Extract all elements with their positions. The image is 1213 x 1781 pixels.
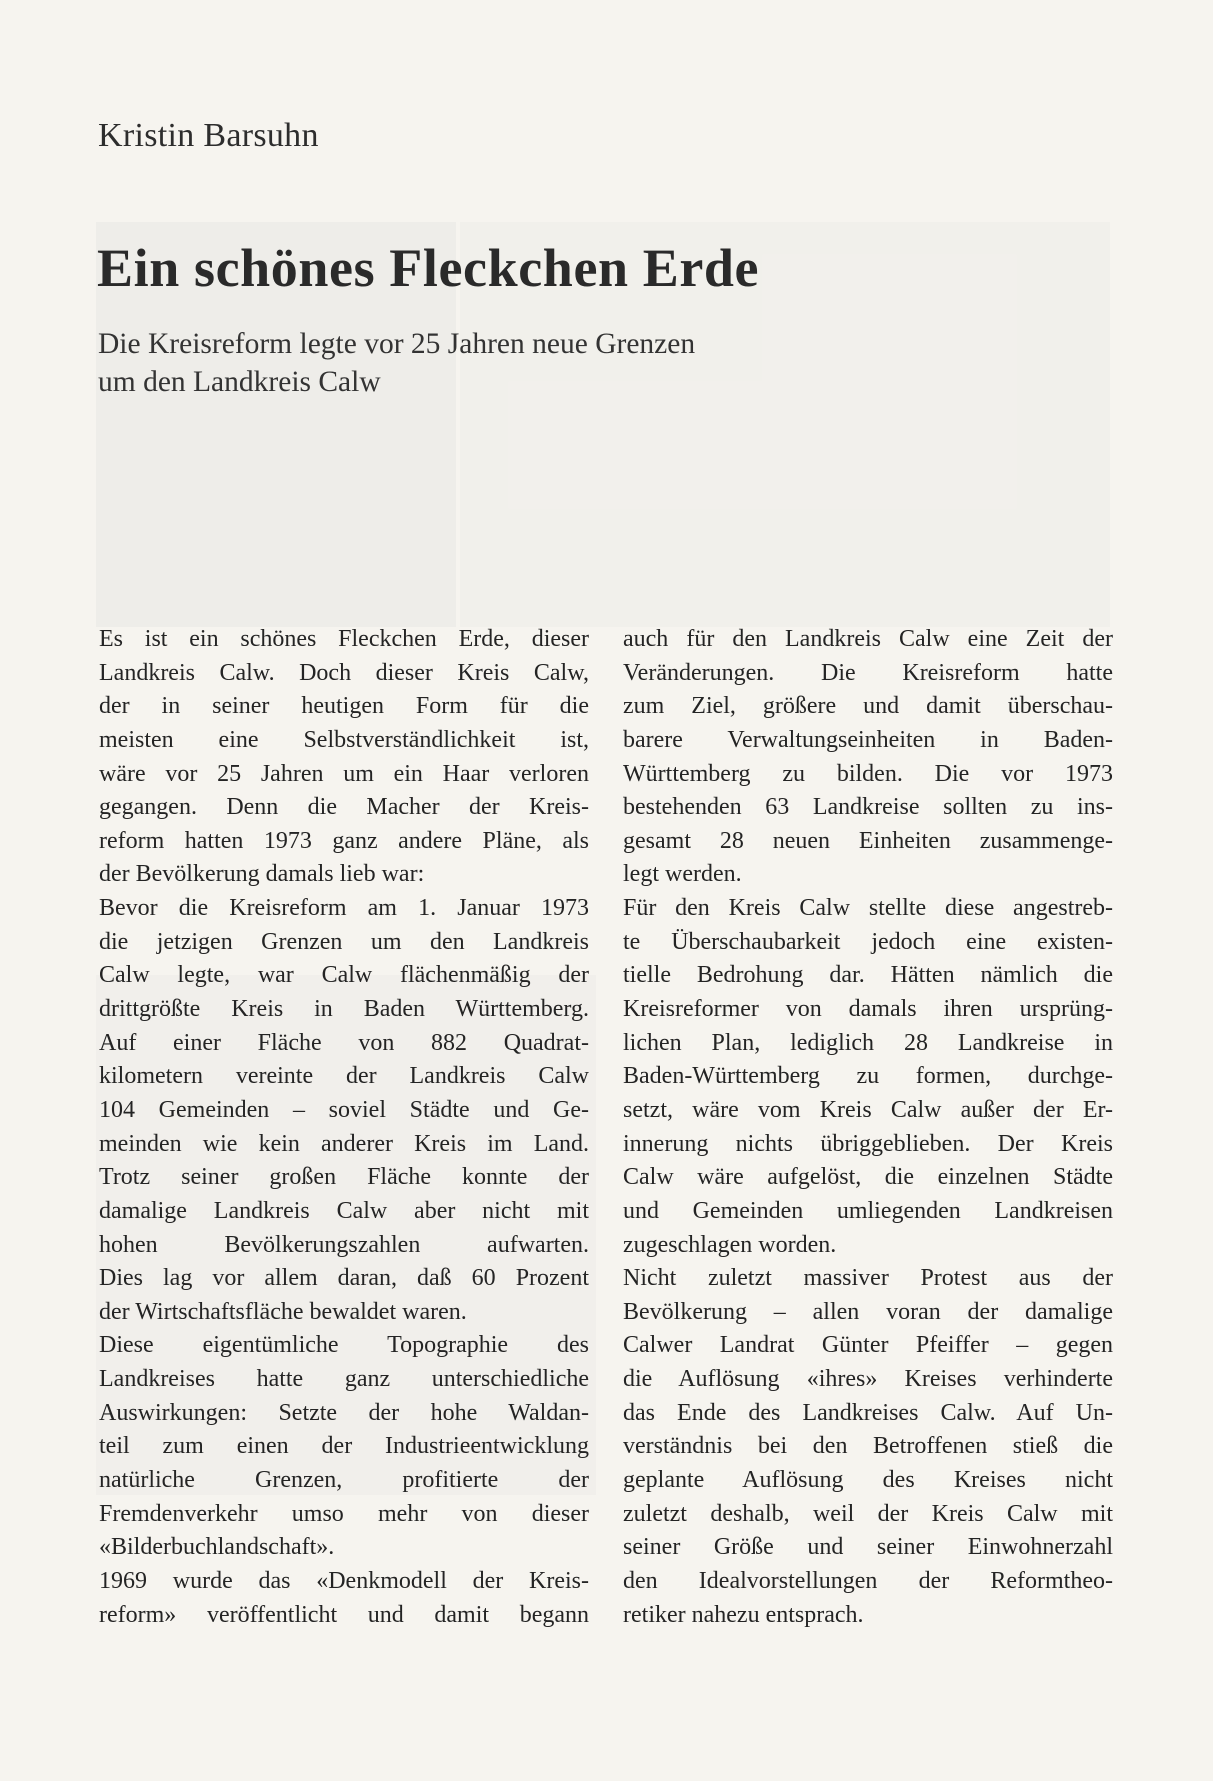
text-line: natürliche Grenzen, profitierte der (99, 1467, 589, 1494)
text-line: Calw wäre aufgelöst, die einzelnen Städte (623, 1164, 1113, 1191)
article-title: Ein schönes Fleckchen Erde (97, 238, 760, 298)
text-line: hohen Bevölkerungszahlen aufwarten. (99, 1231, 589, 1258)
text-line: reform» veröffentlicht und damit begann (99, 1601, 589, 1628)
text-line: «Bilderbuchlandschaft». (99, 1534, 335, 1561)
text-line: Calw legte, war Calw flächenmäßig der (99, 962, 589, 989)
text-line: barere Verwaltungseinheiten in Baden- (623, 726, 1113, 753)
text-line: 1969 wurde das «Denkmodell der Kreis- (99, 1567, 589, 1594)
text-line: zugeschlagen worden. (623, 1231, 837, 1258)
article-subtitle (98, 325, 858, 401)
subtitle-line: Die Kreisreform legte vor 25 Jahren neue Grenzen (98, 328, 696, 360)
text-line: die jetzigen Grenzen um den Landkreis (99, 928, 589, 955)
text-line: damalige Landkreis Calw aber nicht mit (99, 1197, 589, 1224)
text-line: Auf einer Fläche von 882 Quadrat- (99, 1029, 589, 1056)
text-line: setzt, wäre vom Kreis Calw außer der Er- (623, 1096, 1113, 1123)
text-line: Bevölkerung – allen voran der damalige (623, 1298, 1113, 1325)
text-line: das Ende des Landkreises Calw. Auf Un- (623, 1399, 1113, 1426)
text-line: innerung nichts übriggeblieben. Der Kreis (623, 1130, 1113, 1157)
left-text-column (99, 623, 589, 1632)
text-line: lichen Plan, lediglich 28 Landkreise in (623, 1029, 1113, 1056)
text-line: gegangen. Denn die Macher der Kreis- (99, 794, 589, 821)
text-line: Kreisreformer von damals ihren ursprüng- (623, 996, 1113, 1023)
text-line: 104 Gemeinden – soviel Städte und Ge- (99, 1096, 589, 1123)
text-line: bestehenden 63 Landkreise sollten zu ins- (623, 794, 1113, 821)
text-line: Bevor die Kreisreform am 1. Januar 1973 (99, 895, 589, 922)
text-line: Fremdenverkehr umso mehr von dieser (99, 1500, 589, 1527)
text-line: legt werden. (623, 861, 742, 888)
text-line: meinden wie kein anderer Kreis im Land. (99, 1130, 589, 1157)
text-line: Veränderungen. Die Kreisreform hatte (623, 659, 1113, 686)
text-line: te Überschaubarkeit jedoch eine existen- (623, 928, 1113, 955)
text-line: Württemberg zu bilden. Die vor 1973 (623, 760, 1113, 787)
text-line: den Idealvorstellungen der Reformtheo- (623, 1567, 1113, 1594)
text-line: teil zum einen der Industrieentwicklung (99, 1433, 589, 1460)
text-line: der in seiner heutigen Form für die (99, 693, 589, 720)
text-line: drittgrößte Kreis in Baden Württemberg. (99, 996, 589, 1023)
text-line: Diese eigentümliche Topographie des (99, 1332, 589, 1359)
text-line: und Gemeinden umliegenden Landkreisen (623, 1197, 1113, 1224)
text-line: Trotz seiner großen Fläche konnte der (99, 1164, 589, 1191)
text-line: Landkreis Calw. Doch dieser Kreis Calw, (99, 659, 589, 686)
text-line: verständnis bei den Betroffenen stieß die (623, 1433, 1113, 1460)
text-line: seiner Größe und seiner Einwohnerzahl (623, 1534, 1113, 1561)
author-name: Kristin Barsuhn (98, 117, 319, 154)
text-line: kilometern vereinte der Landkreis Calw (99, 1063, 589, 1090)
text-line: tielle Bedrohung dar. Hätten nämlich die (623, 962, 1113, 989)
text-line: Calwer Landrat Günter Pfeiffer – gegen (623, 1332, 1113, 1359)
text-line: zuletzt deshalb, weil der Kreis Calw mit (623, 1500, 1113, 1527)
right-text-column (623, 623, 1113, 1632)
text-line: wäre vor 25 Jahren um ein Haar verloren (99, 760, 589, 787)
subtitle-line: um den Landkreis Calw (98, 366, 381, 398)
text-line: der Bevölkerung damals lieb war: (99, 861, 425, 888)
text-line: Es ist ein schönes Fleckchen Erde, dieser (99, 626, 589, 652)
text-line: Nicht zuletzt massiver Protest aus der (623, 1265, 1113, 1292)
text-line: auch für den Landkreis Calw eine Zeit der (623, 626, 1113, 652)
text-line: gesamt 28 neuen Einheiten zusammenge- (623, 827, 1113, 854)
text-line: Dies lag vor allem daran, daß 60 Prozent (99, 1265, 589, 1292)
text-line: reform hatten 1973 ganz andere Pläne, als (99, 827, 589, 854)
text-line: die Auflösung «ihres» Kreises verhinderte (623, 1366, 1113, 1393)
text-line: der Wirtschaftsfläche bewaldet waren. (99, 1298, 467, 1325)
text-line: meisten eine Selbstverständlichkeit ist, (99, 726, 589, 753)
text-line: Landkreises hatte ganz unterschiedliche (99, 1366, 589, 1393)
text-line: retiker nahezu entsprach. (623, 1601, 864, 1628)
text-line: Baden-Württemberg zu formen, durchge- (623, 1063, 1113, 1090)
text-line: zum Ziel, größere und damit überschau- (623, 693, 1113, 720)
text-line: Für den Kreis Calw stellte diese angestreb- (623, 895, 1113, 922)
text-line: geplante Auflösung des Kreises nicht (623, 1467, 1113, 1494)
text-line: Auswirkungen: Setzte der hohe Waldan- (99, 1399, 589, 1426)
